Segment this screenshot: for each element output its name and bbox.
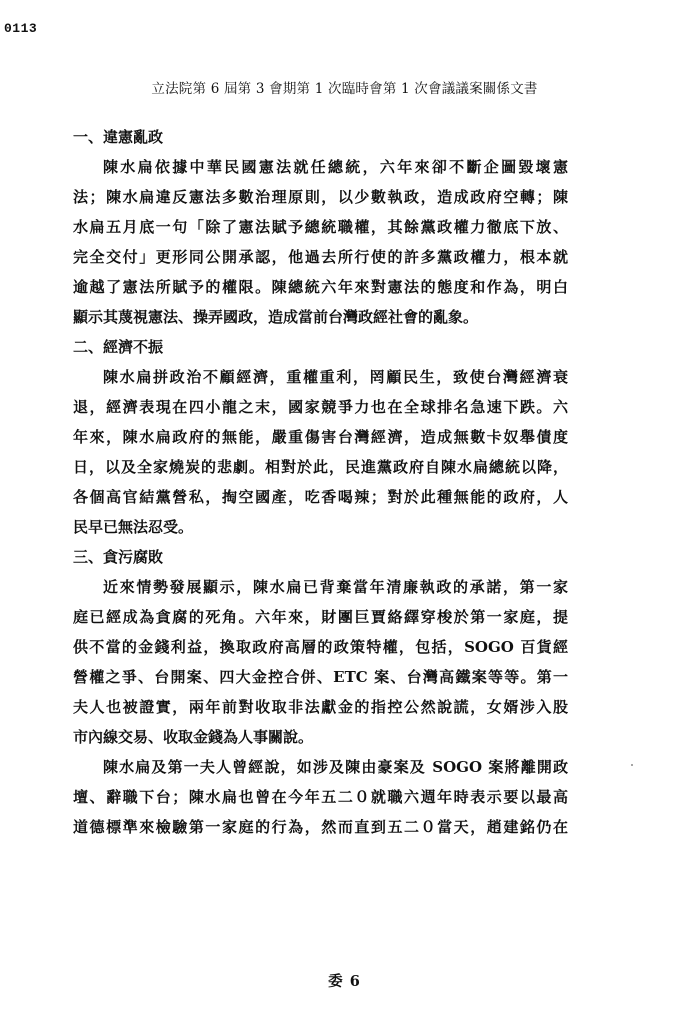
section-economic-slump [73, 332, 568, 542]
text-line: 完全交付」更形同公開承認，他過去所行使的許多黨政權力，根本就 [73, 248, 568, 266]
text-line: 陳水扁拼政治不顧經濟，重權重利，罔顧民生，致使台灣經濟衰 [103, 368, 568, 386]
page-footer: 委 6 [328, 973, 361, 990]
document-header: 立法院第 6 屆第 3 會期第 1 次臨時會第 1 次會議議案關係文書 [151, 81, 538, 97]
text-line: 逾越了憲法所賦予的權限。陳總統六年來對憲法的態度和作為，明白 [73, 278, 568, 296]
text-line: 顯示其蔑視憲法、操弄國政，造成當前台灣政經社會的亂象。 [73, 308, 479, 326]
text-line: 市內線交易、收取金錢為人事關說。 [73, 728, 314, 746]
page-number: 0113 [4, 21, 38, 36]
section-corruption [73, 542, 568, 842]
text-line: 年來，陳水扁政府的無能，嚴重傷害台灣經濟，造成無數卡奴舉債度 [73, 428, 568, 446]
text-line: 陳水扁及第一夫人曾經說，如涉及陳由豪案及 SOGO 案將離開政 [103, 758, 568, 776]
text-line: 庭已經成為貪腐的死角。六年來，財團巨賈絡繹穿梭於第一家庭，提 [73, 608, 568, 626]
section-violating-constitution [73, 122, 568, 332]
section-heading: 二、經濟不振 [73, 338, 164, 356]
text-line: 壇、辭職下台；陳水扁也曾在今年五二０就職六週年時表示要以最高 [73, 788, 568, 806]
scan-speck [631, 764, 633, 766]
text-line: 夫人也被證實，兩年前對收取非法獻金的指控公然說謊，女婿涉入股 [73, 698, 568, 716]
text-line: 供不當的金錢利益，換取政府高層的政策特權，包括，SOGO 百貨經 [73, 638, 568, 656]
document-body [73, 122, 568, 842]
text-line: 各個高官結黨營私，掏空國產，吃香喝辣；對於此種無能的政府，人 [73, 488, 568, 506]
text-line: 營權之爭、台開案、四大金控合併、ETC 案、台灣高鐵案等等。第一 [73, 668, 568, 686]
text-line: 退，經濟表現在四小龍之末，國家競爭力也在全球排名急速下跌。六 [73, 398, 568, 416]
text-line: 近來情勢發展顯示，陳水扁已背棄當年清廉執政的承諾，第一家 [103, 578, 568, 596]
section-heading: 一、違憲亂政 [73, 128, 164, 146]
text-line: 水扁五月底一句「除了憲法賦予總統職權，其餘黨政權力徹底下放、 [73, 218, 568, 236]
text-line: 日，以及全家燒炭的悲劇。相對於此，民進黨政府自陳水扁總統以降， [73, 458, 568, 476]
text-line: 道德標準來檢驗第一家庭的行為，然而直到五二０當天，趙建銘仍在 [73, 818, 568, 836]
section-heading: 三、貪污腐敗 [73, 548, 164, 566]
text-line: 陳水扁依據中華民國憲法就任總統，六年來卻不斷企圖毀壞憲 [103, 158, 568, 176]
text-line: 法；陳水扁違反憲法多數治理原則，以少數執政，造成政府空轉；陳 [73, 188, 568, 206]
text-line: 民早已無法忍受。 [73, 518, 194, 536]
